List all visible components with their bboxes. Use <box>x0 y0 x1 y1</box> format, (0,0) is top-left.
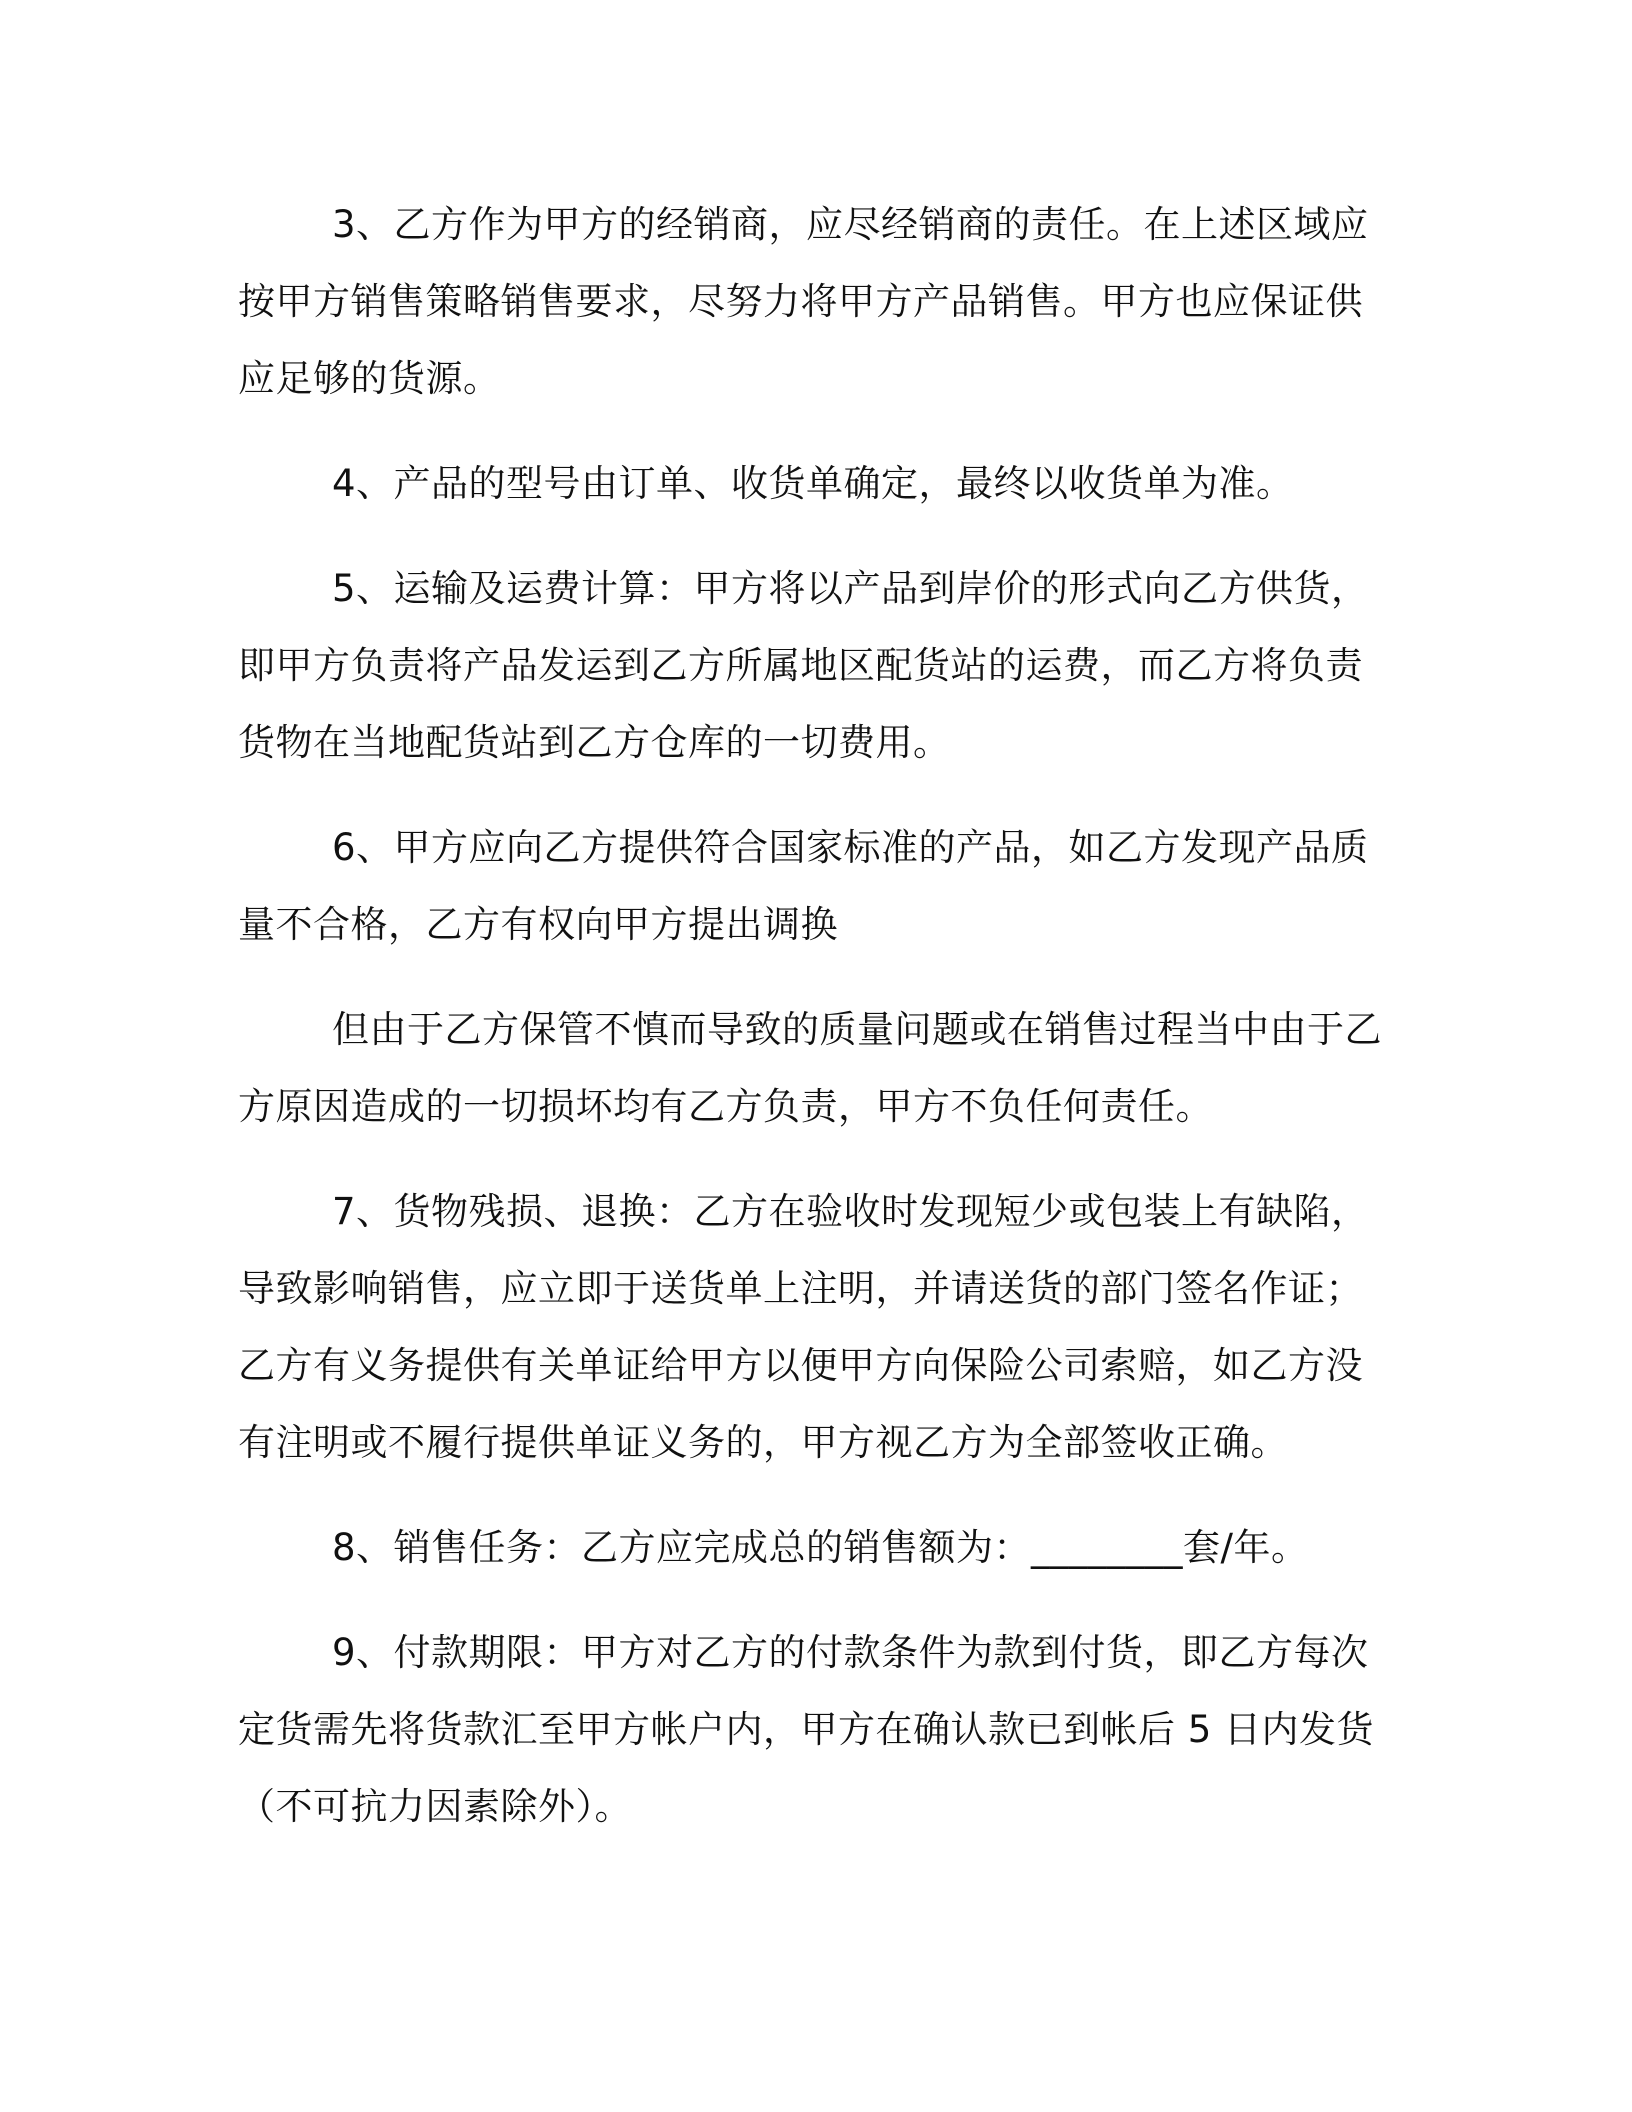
text-line: 8、销售任务：乙方应完成总的销售额为：________套/年。 <box>332 1526 1309 1569</box>
text-line: 方原因造成的一切损坏均有乙方负责，甲方不负任何责任。 <box>238 1085 1213 1128</box>
text-line: 5、运输及运费计算：甲方将以产品到岸价的形式向乙方供货， <box>332 567 1369 610</box>
paragraph-5 <box>238 550 1398 781</box>
text-line: 定货需先将货款汇至甲方帐户内，甲方在确认款已到帐后 5 日内发货 <box>238 1708 1375 1751</box>
text-line: 即甲方负责将产品发运到乙方所属地区配货站的运费，而乙方将负责 <box>238 644 1363 687</box>
text-line: 4、产品的型号由订单、收货单确定，最终以收货单为准。 <box>332 462 1294 505</box>
paragraph-6-continued <box>238 991 1398 1145</box>
text-line: 按甲方销售策略销售要求，尽努力将甲方产品销售。甲方也应保证供 <box>238 280 1363 323</box>
paragraph-6 <box>238 809 1398 963</box>
document-body <box>238 186 1398 1873</box>
text-line: 乙方有义务提供有关单证给甲方以便甲方向保险公司索赔，如乙方没 <box>238 1344 1363 1387</box>
text-line: 有注明或不履行提供单证义务的，甲方视乙方为全部签收正确。 <box>238 1421 1288 1464</box>
text-line: 6、甲方应向乙方提供符合国家标准的产品，如乙方发现产品质 <box>332 826 1369 869</box>
text-line: 7、货物残损、退换：乙方在验收时发现短少或包装上有缺陷， <box>332 1190 1369 1233</box>
text-line: 3、乙方作为甲方的经销商，应尽经销商的责任。在上述区域应 <box>332 203 1369 246</box>
text-line: 量不合格，乙方有权向甲方提出调换 <box>238 903 838 946</box>
paragraph-3 <box>238 186 1398 417</box>
text-line: （不可抗力因素除外）。 <box>238 1785 632 1828</box>
paragraph-9 <box>238 1614 1398 1845</box>
paragraph-8 <box>238 1509 1398 1586</box>
text-line: 货物在当地配货站到乙方仓库的一切费用。 <box>238 721 951 764</box>
text-line: 应足够的货源。 <box>238 357 501 400</box>
paragraph-7 <box>238 1173 1398 1481</box>
paragraph-4 <box>238 445 1398 522</box>
text-line: 导致影响销售，应立即于送货单上注明，并请送货的部门签名作证； <box>238 1267 1363 1310</box>
text-line: 但由于乙方保管不慎而导致的质量问题或在销售过程当中由于乙 <box>332 1008 1382 1051</box>
text-line: 9、付款期限：甲方对乙方的付款条件为款到付货，即乙方每次 <box>332 1631 1369 1674</box>
